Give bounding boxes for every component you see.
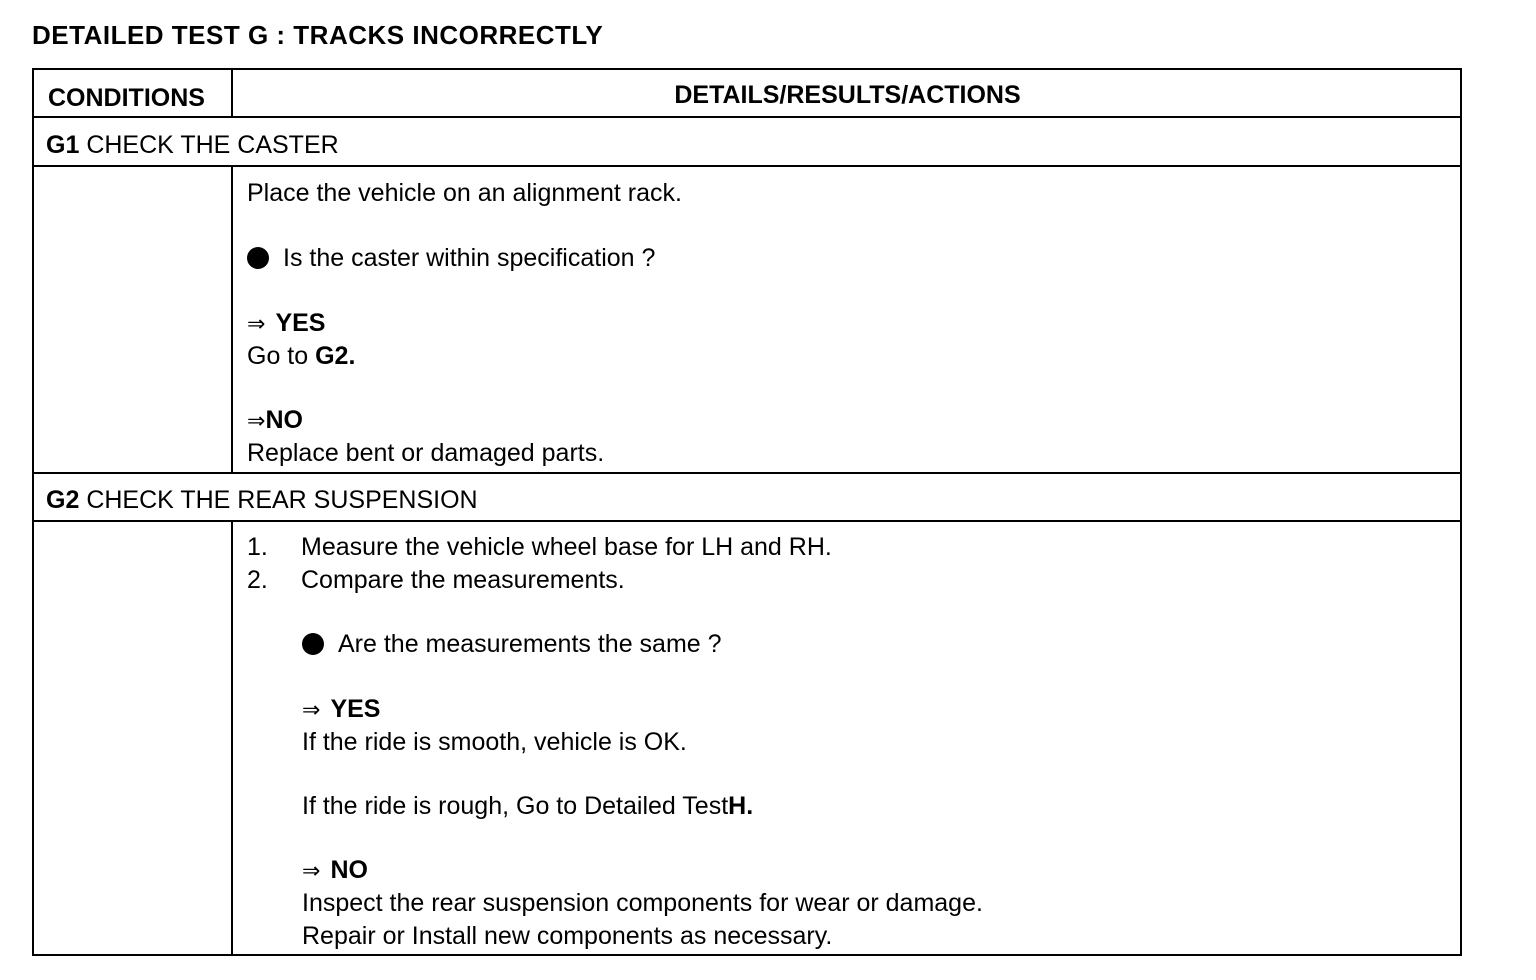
g1-no	[247, 405, 303, 435]
header-rule	[34, 116, 1460, 118]
double-right-arrow-icon: ⇒	[302, 859, 321, 884]
g2-step-2	[247, 565, 625, 595]
g1-yes-action-ref: G2.	[315, 342, 356, 370]
g1-id: G1	[46, 131, 80, 159]
g2-no-action-2: Repair or Install new components as necessary.	[302, 922, 833, 950]
filled-circle-bullet-icon	[302, 633, 324, 655]
g2-step-2-num: 2.	[247, 566, 268, 594]
g1-no-action: Replace bent or damaged parts.	[247, 439, 605, 467]
double-right-arrow-icon: ⇒	[247, 409, 266, 434]
g1-yes-action-prefix: Go to	[247, 342, 316, 370]
g1-intro: Place the vehicle on an alignment rack.	[247, 179, 682, 207]
double-right-arrow-icon: ⇒	[302, 698, 321, 723]
g1-yes-label: YES	[275, 309, 326, 337]
g2-yes	[302, 694, 380, 724]
double-right-arrow-icon: ⇒	[247, 312, 266, 337]
g2-step-1	[247, 532, 832, 562]
g1-heading	[46, 130, 339, 160]
g1-yes-action	[247, 341, 355, 371]
g2-no-action-1: Inspect the rear suspension components for wear or damage.	[302, 889, 983, 917]
g2-yes-action-2	[302, 791, 753, 821]
g1-yes	[247, 308, 325, 338]
g2-step-1-text: Measure the vehicle wheel base for LH and RH.	[301, 533, 832, 561]
g2-yes-label: YES	[330, 695, 381, 723]
g2-no	[302, 855, 368, 885]
diagnostic-table	[32, 68, 1462, 956]
g1-heading-rule	[34, 165, 1460, 167]
g2-heading	[46, 485, 478, 515]
g2-yes-action-2-ref: H.	[728, 792, 754, 820]
g2-question	[302, 629, 722, 659]
conditions-header: CONDITIONS	[48, 84, 205, 112]
g2-id: G2	[46, 486, 80, 514]
g1-body-rule	[34, 472, 1460, 474]
g1-question-text: Is the caster within specification ?	[283, 244, 656, 272]
column-divider-g1	[231, 165, 233, 472]
g2-no-label: NO	[330, 856, 368, 884]
column-divider-g2	[231, 520, 233, 956]
g1-heading-text: CHECK THE CASTER	[86, 131, 339, 159]
g1-question	[247, 243, 655, 273]
g2-heading-rule	[34, 520, 1460, 522]
g1-no-label: NO	[265, 406, 303, 434]
g2-question-text: Are the measurements the same ?	[338, 630, 722, 658]
g2-heading-text: CHECK THE REAR SUSPENSION	[86, 486, 478, 514]
page-title: DETAILED TEST G : TRACKS INCORRECTLY	[32, 20, 604, 50]
filled-circle-bullet-icon	[247, 247, 269, 269]
g2-step-2-text: Compare the measurements.	[301, 566, 625, 594]
g2-yes-action-1: If the ride is smooth, vehicle is OK.	[302, 728, 687, 756]
details-header: DETAILS/RESULTS/ACTIONS	[674, 81, 1021, 109]
g2-step-1-num: 1.	[247, 533, 268, 561]
g2-yes-action-2-prefix: If the ride is rough, Go to Detailed Test	[302, 792, 729, 820]
